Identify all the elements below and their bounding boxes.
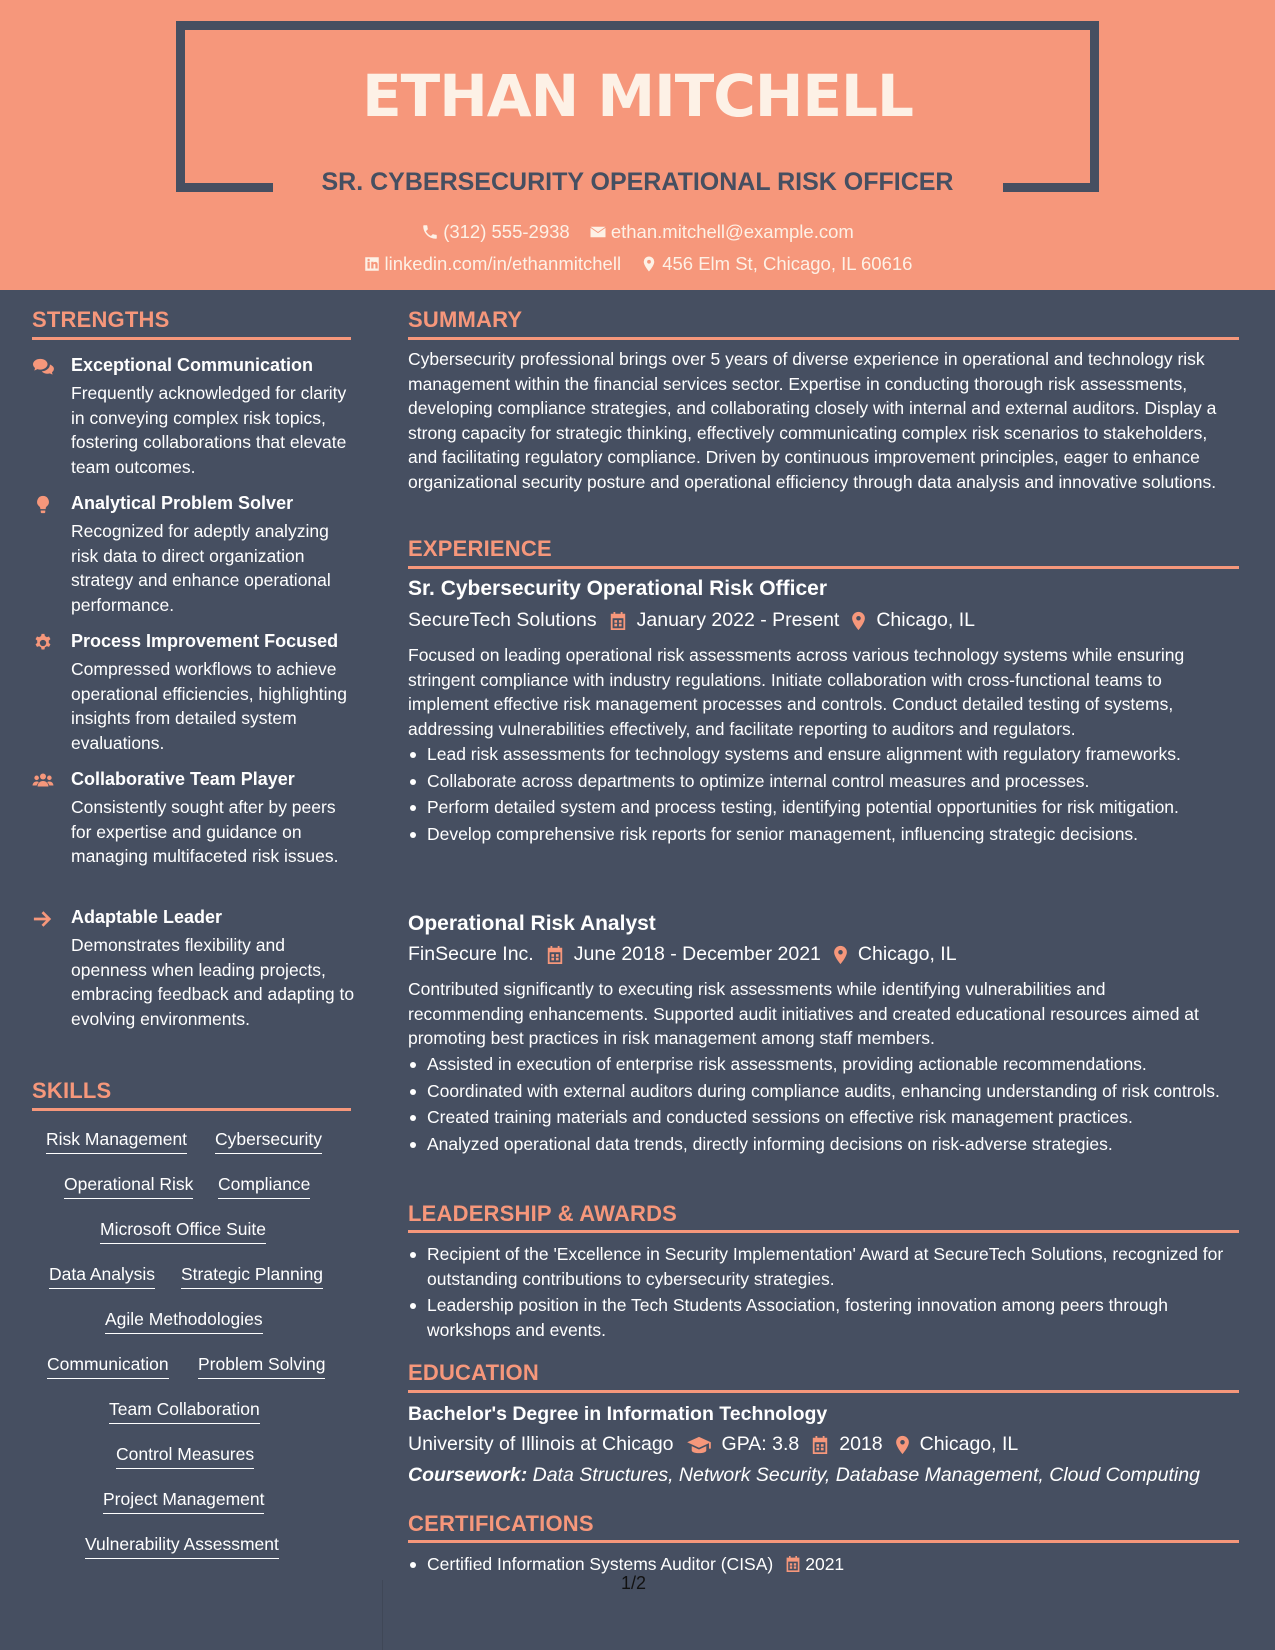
- strength-name: Exceptional Communication: [71, 355, 314, 375]
- leadership-heading: LEADERSHIP & AWARDS: [408, 1201, 678, 1226]
- list-item: Created training materials and conducted sessions on effective risk management practices.: [408, 1105, 1234, 1130]
- job-dates: January 2022 - Present: [636, 609, 840, 631]
- map-pin-icon: [640, 255, 658, 273]
- contact-address: [640, 253, 912, 275]
- address-text: 456 Elm St, Chicago, IL 60616: [662, 253, 913, 274]
- education-coursework: [408, 1464, 1200, 1487]
- envelope-icon: [589, 223, 607, 241]
- contact-email[interactable]: [589, 221, 854, 243]
- job-location: Chicago, IL: [857, 943, 957, 965]
- list-item: Lead risk assessments for technology systems and ensure alignment with regulatory frameworks.: [408, 742, 1218, 767]
- list-item: Leadership position in the Tech Students Association, fostering innovation among peers through workshops and events.: [408, 1293, 1240, 1342]
- list-item: Coordinated with external auditors during compliance audits, enhancing understanding of risk controls.: [408, 1079, 1234, 1104]
- job-company: FinSecure Inc.: [408, 943, 534, 965]
- phone-text: (312) 555-2938: [443, 221, 570, 242]
- skill-tag: Agile Methodologies: [105, 1309, 263, 1334]
- skill-tag: Data Analysis: [49, 1264, 155, 1289]
- job-summary: Contributed significantly to executing risk assessments while identifying vulnerabilities and recommending enhancements. Supported audit initiatives and created educational resources aimed at promoting best practices in risk management among staff members.: [408, 979, 1199, 1048]
- skill-tag: Risk Management: [46, 1129, 187, 1154]
- strength-desc: Recognized for adeptly analyzing risk data to direct organization strategy and enhance operational performance.: [71, 521, 331, 615]
- linkedin-icon: [363, 255, 381, 273]
- list-item: Analyzed operational data trends, directly informing decisions on risk-adverse strategies.: [408, 1132, 1234, 1157]
- skill-tag: Team Collaboration: [109, 1399, 260, 1424]
- email-text[interactable]: ethan.mitchell@example.com: [610, 221, 854, 242]
- strength-item: [32, 355, 352, 475]
- map-pin-icon: [833, 945, 848, 965]
- experience-heading: EXPERIENCE: [408, 536, 552, 561]
- contact-row-1: [0, 221, 1275, 246]
- list-item: Develop comprehensive risk reports for senior management, influencing strategic decisions.: [408, 822, 1218, 847]
- contact-linkedin[interactable]: [363, 253, 622, 275]
- skill-tag: Communication: [47, 1354, 169, 1379]
- lightbulb-icon: [32, 495, 56, 515]
- skill-tag: Problem Solving: [198, 1354, 325, 1379]
- job-dates: June 2018 - December 2021: [573, 943, 821, 965]
- comments-icon: [32, 357, 56, 377]
- gear-icon: [32, 633, 56, 653]
- skill-tag: Compliance: [218, 1174, 310, 1199]
- strength-name: Process Improvement Focused: [71, 631, 339, 651]
- education-year: 2018: [839, 1433, 883, 1455]
- users-icon: [32, 771, 56, 791]
- certifications-rule: [408, 1540, 1239, 1543]
- certifications-heading: CERTIFICATIONS: [408, 1511, 594, 1536]
- summary-heading: SUMMARY: [408, 307, 523, 332]
- header-banner: [0, 0, 1275, 290]
- strength-item: [32, 493, 352, 613]
- strengths-rule: [32, 337, 351, 340]
- skill-tag: Vulnerability Assessment: [85, 1534, 279, 1559]
- job-summary: Focused on leading operational risk assessments across various technology systems while ensuring stringent compliance with industry regulations. Initiate collaboration with cross-functional teams to implement effective risk management processes and controls. Conduct detailed testing of systems, addressing vulnerabilities effectively, and facilitate reporting to auditors and regulators.: [408, 645, 1185, 739]
- column-divider: [382, 1580, 383, 1650]
- linkedin-text[interactable]: linkedin.com/in/ethanmitchell: [384, 253, 622, 274]
- strength-item: [32, 631, 352, 751]
- coursework-label: Coursework:: [408, 1464, 528, 1486]
- skills-heading: SKILLS: [32, 1078, 112, 1103]
- graduation-cap-icon: [686, 1435, 712, 1455]
- strength-desc: Compressed workflows to achieve operational efficiencies, highlighting insights from detailed system evaluations.: [71, 659, 347, 753]
- job-meta: [408, 609, 975, 632]
- job-company: SecureTech Solutions: [408, 609, 597, 631]
- summary-text: Cybersecurity professional brings over 5 years of diverse experience in operational and technology risk management within the financial services sector. Expertise in conducting thorough risk assessments, developing compliance strategies, and collaborating closely with internal and external auditors. Display a strong capacity for strategic thinking, effectively communicating complex risk scenarios to stakeholders, and facilitating regulatory compliance. Driven by continuous improvement principles, eager to enhance organizational security posture and operational efficiency through data analysis and innovative solutions.: [408, 349, 1217, 492]
- job-location: Chicago, IL: [876, 609, 975, 631]
- arrow-right-icon: [32, 909, 56, 929]
- strength-name: Adaptable Leader: [71, 907, 223, 927]
- education-gpa: GPA: 3.8: [721, 1433, 800, 1455]
- education-school: University of Illinois at Chicago: [408, 1433, 674, 1455]
- education-location: Chicago, IL: [919, 1433, 1019, 1455]
- education-meta: [408, 1433, 1018, 1456]
- job-bullets: [408, 1052, 1234, 1158]
- summary-rule: [408, 337, 1239, 340]
- leadership-rule: [408, 1230, 1239, 1233]
- skill-tag: Cybersecurity: [215, 1129, 322, 1154]
- job-title: Operational Risk Analyst: [408, 912, 656, 935]
- list-item: Assisted in execution of enterprise risk assessments, providing actionable recommendations.: [408, 1052, 1234, 1077]
- contact-row-2: [0, 253, 1275, 278]
- list-item: Recipient of the 'Excellence in Security Implementation' Award at SecureTech Solutions, recognized for outstanding contributions to cybersecurity strategies.: [408, 1242, 1240, 1291]
- calendar-icon: [785, 1555, 801, 1573]
- coursework-text: Data Structures, Network Security, Database Management, Cloud Computing: [532, 1464, 1200, 1486]
- contact-phone: [421, 221, 570, 243]
- job-bullets: [408, 742, 1218, 848]
- education-degree: Bachelor's Degree in Information Technology: [408, 1403, 828, 1425]
- skill-tag: Control Measures: [116, 1444, 254, 1469]
- strengths-heading: STRENGTHS: [32, 307, 170, 332]
- map-pin-icon: [851, 611, 866, 631]
- calendar-icon: [609, 611, 627, 631]
- education-rule: [408, 1390, 1239, 1393]
- strength-desc: Demonstrates flexibility and openness when leading projects, embracing feedback and adapting to evolving environments.: [71, 935, 355, 1029]
- skill-tag: Microsoft Office Suite: [100, 1219, 266, 1244]
- list-item: Collaborate across departments to optimize internal control measures and processes.: [408, 769, 1218, 794]
- job-meta: [408, 943, 957, 966]
- certification-name: Certified Information Systems Auditor (CISA): [427, 1554, 774, 1574]
- page-number: 1/2: [621, 1573, 647, 1593]
- phone-icon: [421, 223, 439, 241]
- skill-tag: Operational Risk: [64, 1174, 193, 1199]
- list-item: Perform detailed system and process testing, identifying potential opportunities for risk mitigation.: [408, 795, 1218, 820]
- strength-desc: Frequently acknowledged for clarity in conveying complex risk topics, fostering collaborations that elevate team outcomes.: [71, 383, 347, 477]
- certifications-list: [408, 1552, 1008, 1579]
- job-title: Sr. Cybersecurity Operational Risk Officer: [408, 577, 827, 600]
- leadership-bullets: [408, 1242, 1240, 1344]
- strength-item: [32, 907, 355, 1052]
- calendar-icon: [811, 1435, 829, 1455]
- list-item: [408, 1552, 1008, 1577]
- strength-item: [32, 769, 352, 889]
- skills-rule: [32, 1108, 351, 1111]
- map-pin-icon: [895, 1435, 910, 1455]
- candidate-name: ETHAN MITCHELL: [362, 62, 913, 130]
- certification-year: 2021: [805, 1554, 845, 1574]
- strength-desc: Consistently sought after by peers for expertise and guidance on managing multifaceted risk issues.: [71, 797, 339, 866]
- experience-rule: [408, 566, 1239, 569]
- education-heading: EDUCATION: [408, 1360, 539, 1385]
- strength-name: Analytical Problem Solver: [71, 493, 294, 513]
- skill-tag: Project Management: [103, 1489, 264, 1514]
- candidate-title: SR. CYBERSECURITY OPERATIONAL RISK OFFICER: [321, 168, 954, 196]
- skill-tag: Strategic Planning: [181, 1264, 323, 1289]
- strength-name: Collaborative Team Player: [71, 769, 295, 789]
- calendar-icon: [546, 945, 564, 965]
